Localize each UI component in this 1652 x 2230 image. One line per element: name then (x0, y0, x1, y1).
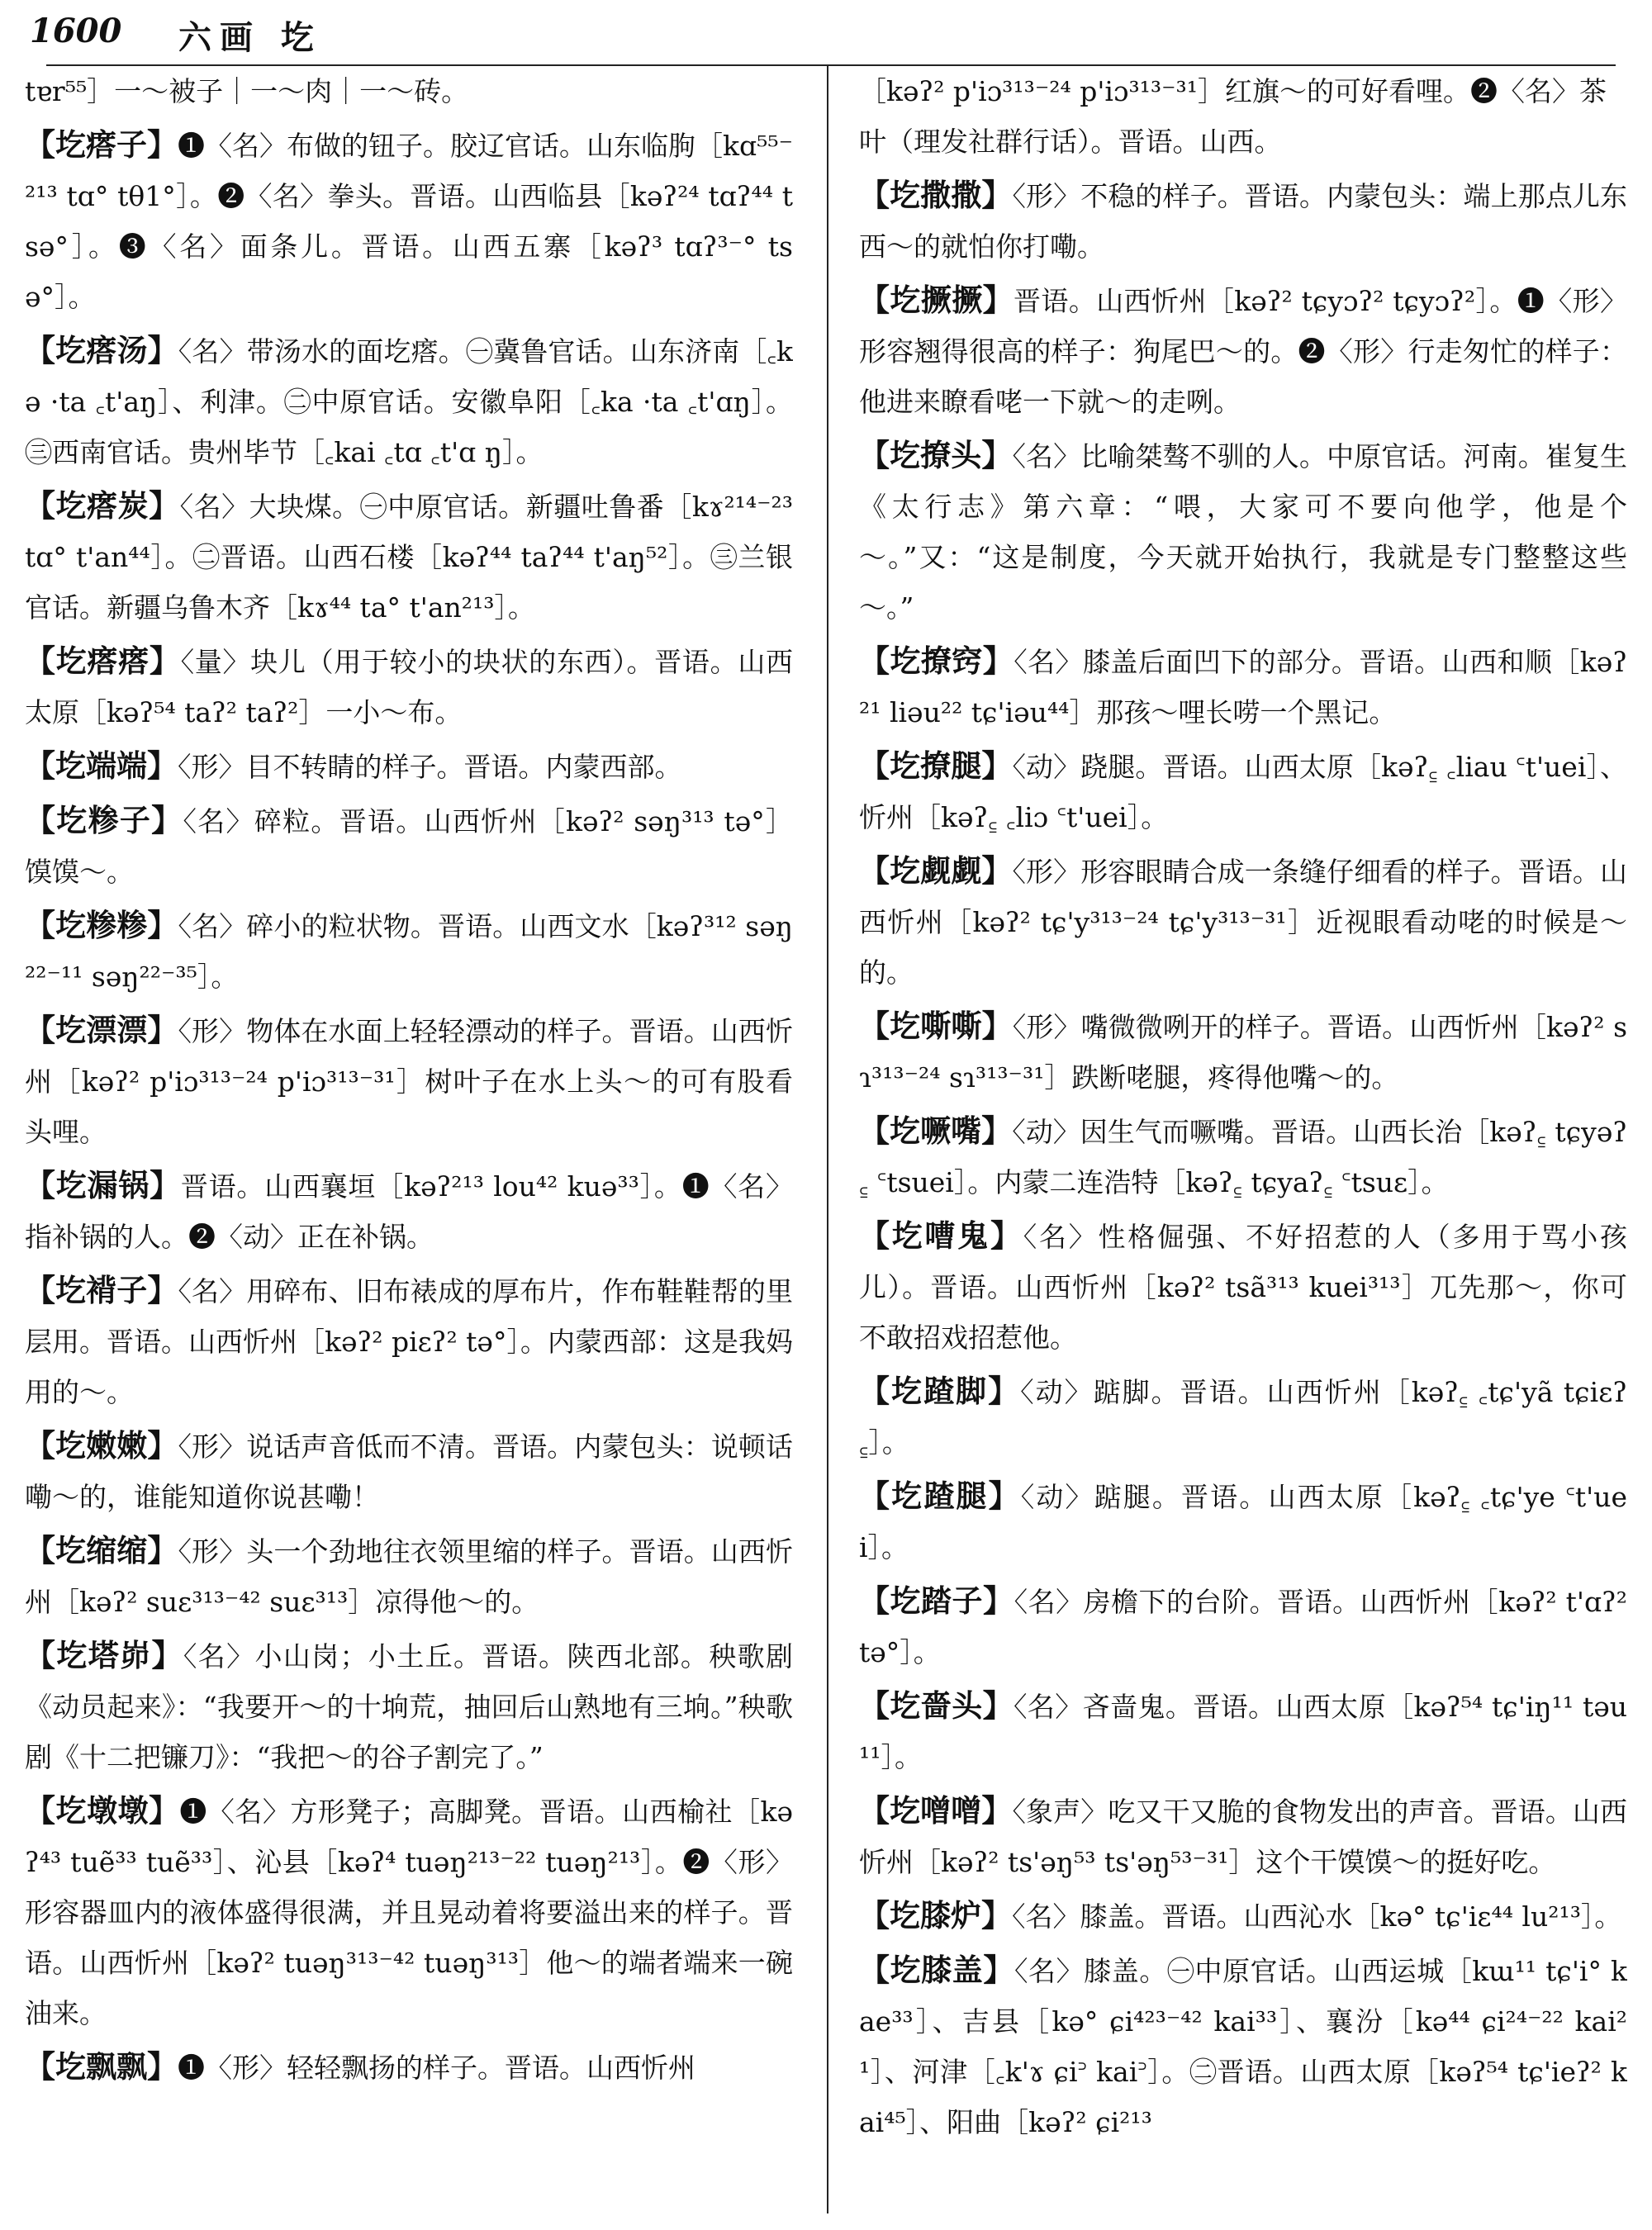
entry-headword: 【 圪膝盖 】 (859, 1952, 1014, 1988)
entry-definition: 〈量〉块儿（用于较小的块状的东西）。晋语。山西太原［kəʔ⁵⁴ taʔ² taʔ²］一小～布。 (25, 646, 793, 728)
entry-definition: 〈名〉房檐下的台阶。晋语。山西忻州［kəʔ² t'ɑʔ² tə°］。 (859, 1586, 1627, 1668)
entry-headword: 【 圪塔峁 】 (25, 1637, 183, 1673)
entry-definition: 〈形〉头一个劲地往衣领里缩的样子。晋语。山西忻州［kəʔ² suɛ³¹³⁻⁴² suɛ³¹³］凉得他～的。 (25, 1535, 793, 1618)
page-title: 六画 圪 (178, 18, 322, 57)
dictionary-entry (859, 1366, 1627, 1468)
dictionary-entry (25, 1160, 793, 1262)
dictionary-entry (859, 430, 1627, 633)
entry-headword: 【 圪撩头 】 (859, 437, 1012, 473)
dictionary-entry (25, 1630, 793, 1782)
dictionary-entry (25, 1421, 793, 1522)
entry-headword: 【 圪蹅脚 】 (859, 1373, 1020, 1409)
entry-definition: 〈形〉形容眼睛合成一条缝仔细看的样子。晋语。山西忻州［kəʔ² tɕ'y³¹³⁻²⁴ tɕ'y³¹³⁻³¹］近视眼看动咾的时候是～的。 (859, 856, 1627, 989)
entry-definition: 晋语。山西忻州［kəʔ² tɕyɔʔ² tɕyɔʔ²］。❶〈形〉形容翘得很高的样子：狗尾巴～的。❷〈形〉行走匆忙的样子：他进来瞭看咾一下就～的走咧。 (859, 285, 1627, 418)
entry-definition: 〈形〉不稳的样子。晋语。内蒙包头：端上那点儿东西～的就怕你打嘞。 (859, 180, 1627, 263)
entry-headword: 【 圪踏子 】 (859, 1582, 1014, 1619)
entry-definition: 〈形〉说话声音低而不清。晋语。内蒙包头：说顿话嘞～的，谁能知道你说甚嘞！ (25, 1431, 793, 1513)
entry-definition: 晋语。山西襄垣［kəʔ²¹³ lou⁴² kuə³³］。❶〈名〉指补锅的人。❷〈动〉正在补锅。 (25, 1170, 793, 1253)
entry-definition: 〈动〉踮脚。晋语。山西忻州［kəʔ꜁ ꜀tɕ'yã tɕiɛʔ꜁］。 (859, 1376, 1627, 1459)
column-divider (827, 66, 828, 2213)
dictionary-entry (859, 1945, 1627, 2147)
entry-definition: 〈动〉因生气而噘嘴。晋语。山西长治［kəʔ꜁ tɕyəʔ꜁ ꜂tsuei］。内蒙二连浩特［kəʔ꜁ tɕyaʔ꜁ ꜂tsuɛ］。 (859, 1116, 1627, 1198)
entry-definition: 〈名〉带汤水的面圪瘩。㊀冀鲁官话。山东济南［꜀kə ·ta ꜀t'aŋ］、利津。㊁中原官话。安徽阜阳［꜀ka ·ta ꜀t'ɑŋ］。㊂西南官话。贵州毕节［꜀kai ꜀tɑ ꜀t'ɑ ŋ］。 (25, 335, 793, 468)
dictionary-entry (25, 2042, 793, 2093)
entry-definition: 〈名〉用碎布、旧布裱成的厚布片，作布鞋鞋帮的里层用。晋语。山西忻州［kəʔ² piɛʔ² tə°］。内蒙西部：这是我妈用的～。 (25, 1275, 793, 1408)
dictionary-entry (25, 795, 793, 897)
entry-headword: 【 圪噌噌 】 (859, 1792, 1012, 1829)
page-number: 1600 (30, 12, 122, 50)
entry-definition: 〈名〉碎粒。晋语。山西忻州［kəʔ² səŋ³¹³ tə°］馍馍～。 (25, 805, 793, 888)
dictionary-entry (25, 1005, 793, 1157)
dictionary-entry (859, 170, 1627, 272)
entry-definition: ❶〈名〉布做的钮子。胶辽官话。山东临朐［kɑ⁵⁵⁻²¹³ tɑ° tθ1°］。❷〈名〉拳头。晋语。山西临县［kəʔ²⁴ tɑʔ⁴⁴ tsə°］。❸〈名〉面条儿。晋语。山西五寨［kəʔ³ tɑʔ³⁻° tsə°］。 (25, 130, 793, 313)
dictionary-entry (25, 481, 793, 633)
entry-headword: 【 圪撅撅 】 (859, 282, 1014, 318)
entry-headword: 【 圪嘶嘶 】 (859, 1008, 1013, 1044)
dictionary-entry (859, 1211, 1627, 1363)
entry-definition: ❶〈形〉轻轻飘扬的样子。晋语。山西忻州 (178, 2052, 695, 2084)
entry-definition: 〈名〉碎小的粒状物。晋语。山西文水［kəʔ³¹² səŋ²²⁻¹¹ səŋ²²⁻³⁵］。 (25, 910, 793, 993)
entry-headword: 【 圪蹅腿 】 (859, 1478, 1021, 1514)
entry-headword: 【 圪瘩子 】 (25, 126, 178, 163)
entry-headword: 【 圪噘嘴 】 (859, 1113, 1012, 1149)
dictionary-entry (859, 846, 1627, 998)
entry-definition: 〈形〉嘴微微咧开的样子。晋语。山西忻州［kəʔ² sɿ³¹³⁻²⁴ sɿ³¹³⁻³¹］跌断咾腿，疼得他嘴～的。 (859, 1011, 1627, 1094)
entry-definition: 〈形〉目不转睛的样子。晋语。内蒙西部。 (178, 751, 682, 783)
entry-headword: 【 圪撩腿 】 (859, 747, 1012, 784)
dictionary-entry (859, 1106, 1627, 1208)
entry-definition: 〈名〉大块煤。㊀中原官话。新疆吐鲁番［kɤ²¹⁴⁻²³ tɑ° t'an⁴⁴］。㊁晋语。山西石楼［kəʔ⁴⁴ taʔ⁴⁴ t'aŋ⁵²］。㊂兰银官话。新疆乌鲁木齐［kɤ⁴⁴ ta° t'an²¹³］。 (25, 491, 793, 624)
continuation-text: ［kəʔ² p'iɔ³¹³⁻²⁴ p'iɔ³¹³⁻³¹］红旗～的可好看哩。❷〈名〉茶叶（理发社群行话）。晋语。山西。 (859, 75, 1607, 158)
dictionary-entry (859, 1576, 1627, 1677)
dictionary-entry (859, 1891, 1627, 1942)
page-header (30, 12, 1622, 61)
entry-headword: 【 圪嫩嫩 】 (25, 1427, 178, 1464)
dictionary-entry (859, 1681, 1627, 1782)
entry-headword: 【 圪觑觑 】 (859, 852, 1012, 889)
entry-headword: 【 圪撒撒 】 (859, 177, 1012, 213)
entry-headword: 【 圪嘈鬼 】 (859, 1217, 1023, 1254)
entry-headword: 【 圪漏锅 】 (25, 1167, 181, 1203)
entry-headword: 【 圪端端 】 (25, 747, 178, 784)
entry-definition: 〈名〉小山岗；小土丘。晋语。陕西北部。秧歌剧《动员起来》：“我要开～的十垧荒，抽回后山熟地有三垧。”秧歌剧《十二把镰刀》：“我把～的谷子割完了。” (25, 1640, 793, 1773)
entry-headword: 【 圪瘩瘩 】 (25, 643, 181, 679)
entry-definition: 〈名〉吝啬鬼。晋语。山西太原［kəʔ⁵⁴ tɕ'iŋ¹¹ təu¹¹］。 (859, 1691, 1627, 1773)
entry-headword: 【 圪瘩炭 】 (25, 487, 180, 524)
entry-definition: 〈动〉踮腿。晋语。山西太原［kəʔ꜁ ꜀tɕ'ye ꜂t'uei］。 (859, 1481, 1627, 1563)
left-entry-list (25, 120, 793, 2093)
entry-headword: 【 圪墩墩 】 (25, 1792, 179, 1829)
entry-headword: 【 圪漂漂 】 (25, 1012, 178, 1048)
entry-headword: 【 圪缩缩 】 (25, 1532, 178, 1568)
entry-headword: 【 圪瘩汤 】 (25, 332, 178, 368)
left-column (25, 66, 793, 2222)
entry-definition: 〈名〉膝盖。晋语。山西沁水［kə° tɕ'iɛ⁴⁴ lu²¹³］。 (1012, 1900, 1622, 1933)
dictionary-entry (859, 1001, 1627, 1103)
dictionary-entry (25, 1525, 793, 1627)
entry-definition: ❶〈名〉方形凳子；高脚凳。晋语。山西榆社［kəʔ⁴³ tuẽ³³ tuẽ³³］、沁县［kəʔ⁴ tuəŋ²¹³⁻²² tuəŋ²¹³］。❷〈形〉形容器皿内的液体盛得很满，并且晃动着将要溢出来的样子。晋语。山西忻州［kəʔ² tuəŋ³¹³⁻⁴² tuəŋ³¹³］他～的端者端来一碗油来。 (25, 1796, 793, 2029)
entry-definition: 〈名〉性格倔强、不好招惹的人（多用于骂小孩儿）。晋语。山西忻州［kəʔ² tsã³¹³ kuei³¹³］兀先那～，你可不敢招戏招惹他。 (859, 1221, 1627, 1354)
dictionary-entry (859, 1786, 1627, 1887)
entry-definition: 〈形〉物体在水面上轻轻漂动的样子。晋语。山西忻州［kəʔ² p'iɔ³¹³⁻²⁴ p'iɔ³¹³⁻³¹］树叶子在水上头～的可有股看头哩。 (25, 1015, 793, 1148)
entry-definition: 〈象声〉吃又干又脆的食物发出的声音。晋语。山西忻州［kəʔ² ts'əŋ⁵³ ts'əŋ⁵³⁻³¹］这个干馍馍～的挺好吃。 (859, 1796, 1627, 1878)
dictionary-entry (25, 636, 793, 738)
right-entry-list (859, 170, 1627, 2147)
entry-definition: 〈动〉跷腿。晋语。山西太原［kəʔ꜁ ꜀liau ꜂t'uei］、忻州［kəʔ꜁ ꜀liɔ ꜂t'uei］。 (859, 751, 1627, 833)
entry-definition: 〈名〉膝盖。㊀中原官话。山西运城［kɯ¹¹ tɕ'i° kae³³］、吉县［kə° ɕi⁴²³⁻⁴² kai³³］、襄汾［kə⁴⁴ ɕi²⁴⁻²² kai²¹］、河津［꜀k'ɤ ɕi꜄ kai꜄］。㊁晋语。山西太原［kəʔ⁵⁴ tɕ'ieʔ² kai⁴⁵］、阳曲［kəʔ² ɕi²¹³ (859, 1955, 1627, 2138)
right-column (859, 66, 1627, 2222)
entry-headword: 【 圪糁糁 】 (25, 907, 178, 943)
entry-headword: 【 圪糁子 】 (25, 802, 183, 838)
continuation-text: tɐr⁵⁵］一～被子｜一～肉｜一～砖。 (25, 75, 469, 107)
dictionary-entry (859, 1471, 1627, 1573)
entry-definition: 〈名〉比喻桀骜不驯的人。中原官话。河南。崔复生《太行志》第六章：“喂，大家可不要向他学，他是个～。”又：“这是制度，今天就开始执行，我就是专门整整这些～。” (859, 440, 1627, 624)
dictionary-entry (859, 275, 1627, 427)
dictionary-entry (25, 900, 793, 1002)
dictionary-entry (25, 1265, 793, 1417)
dictionary-entry (859, 636, 1627, 738)
entry-headword: 【 圪褙子 】 (25, 1272, 178, 1308)
dictionary-entry (859, 741, 1627, 842)
entry-headword: 【 圪飘飘 】 (25, 2048, 178, 2085)
entry-headword: 【 圪撩窍 】 (859, 643, 1014, 679)
dictionary-entry (25, 741, 793, 792)
dictionary-entry (25, 120, 793, 322)
entry-headword: 【 圪膝炉 】 (859, 1897, 1012, 1933)
entry-definition: 〈名〉膝盖后面凹下的部分。晋语。山西和顺［kəʔ²¹ liəu²² tɕ'iəu⁴⁴］那孩～哩长唠一个黑记。 (859, 646, 1627, 728)
entry-headword: 【 圪嗇头 】 (859, 1687, 1014, 1724)
dictionary-entry (25, 325, 793, 477)
dictionary-entry (25, 1786, 793, 2038)
